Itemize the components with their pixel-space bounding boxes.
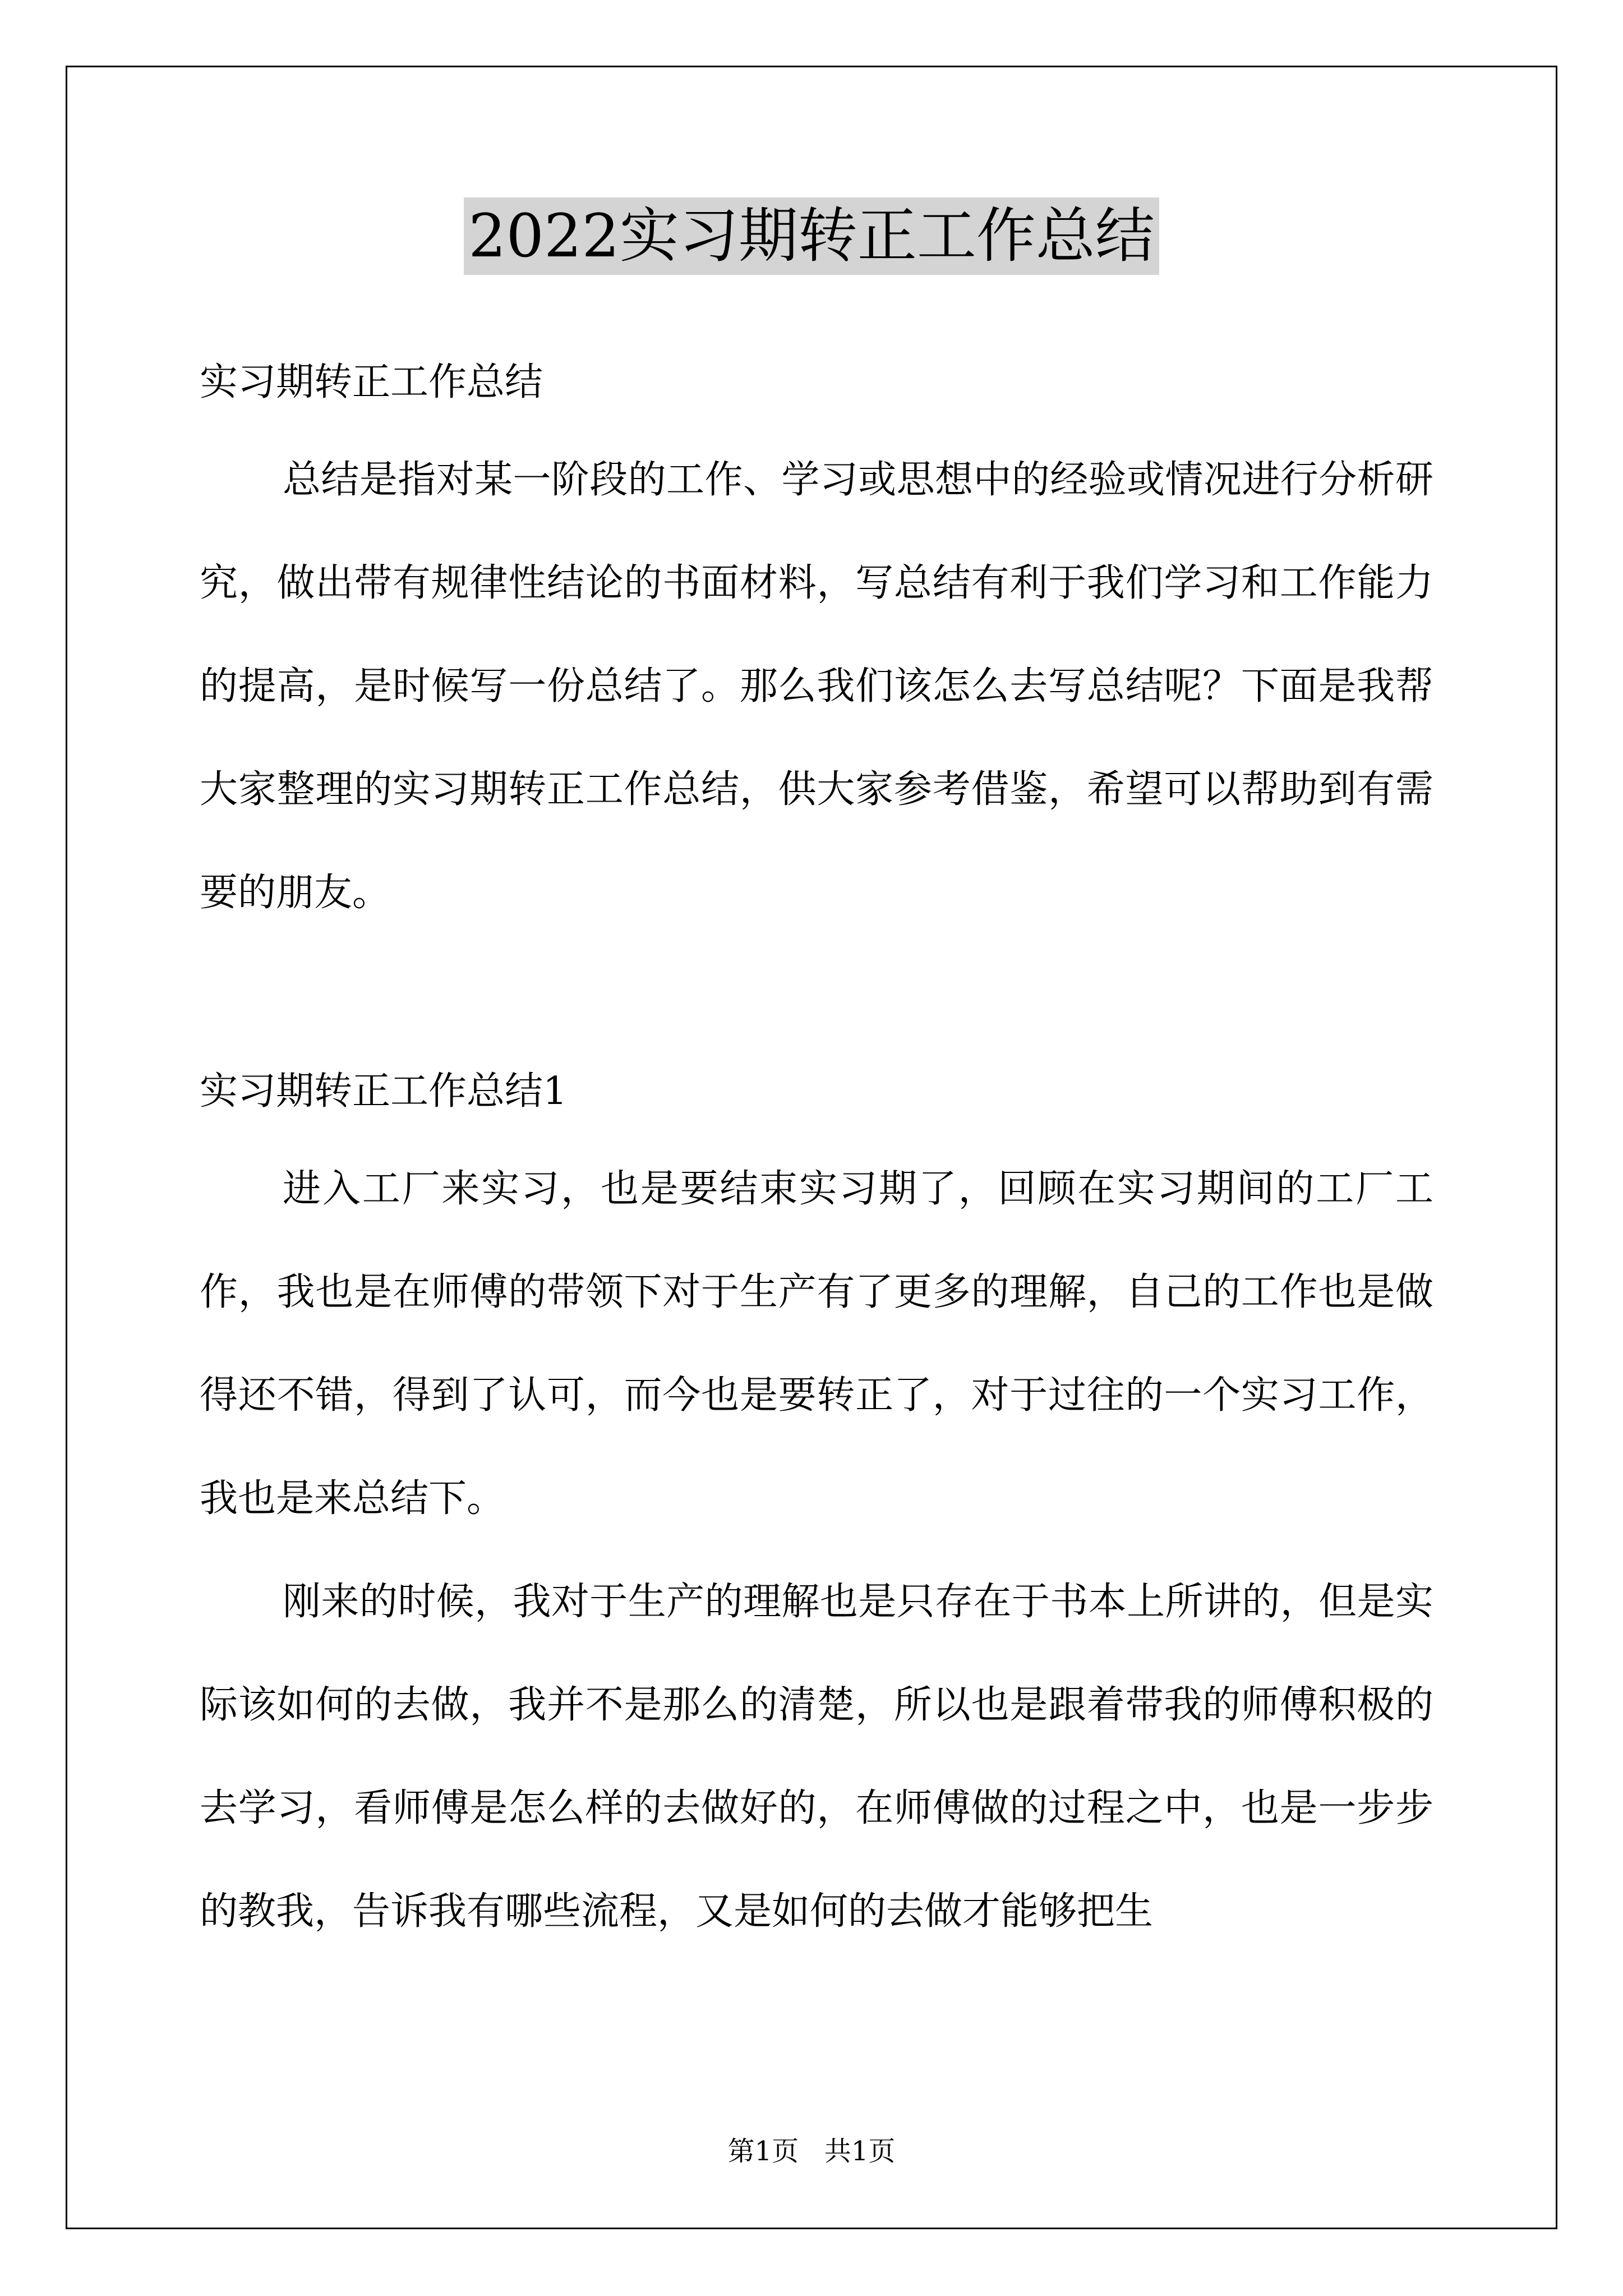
document-body: [200, 337, 1433, 1963]
section-heading: 实习期转正工作总结: [200, 360, 543, 404]
document-title: 2022实习期转正工作总结: [464, 197, 1159, 275]
section-spacer: [200, 945, 1433, 1046]
title-container: [0, 197, 1623, 275]
paragraph: 进入工厂来实习，也是要结束实习期了，回顾在实习期间的工厂工作，我也是在师傅的带领下对于生产有了更多的理解，自己的工作也是做得还不错，得到了认可，而今也是要转正了，对于过往的一个实习工作，我也是来总结下。: [200, 1167, 1433, 1521]
paragraph: 刚来的时候，我对于生产的理解也是只存在于书本上所讲的，但是实际该如何的去做，我并不是那么的清楚，所以也是跟着带我的师傅积极的去学习，看师傅是怎么样的去做好的，在师傅做的过程之中，也是一步步的教我，告诉我有哪些流程，又是如何的去做才能够把生: [200, 1580, 1433, 1934]
paragraph: 总结是指对某一阶段的工作、学习或思想中的经验或情况进行分析研究，做出带有规律性结论的书面材料，写总结有利于我们学习和工作能力的提高，是时候写一份总结了。那么我们该怎么去写总结呢？下面是我帮大家整理的实习期转正工作总结，供大家参考借鉴，希望可以帮助到有需要的朋友。: [200, 458, 1433, 915]
section-heading: 实习期转正工作总结1: [200, 1069, 568, 1114]
page-footer: 第1页 共1页: [727, 2136, 896, 2167]
